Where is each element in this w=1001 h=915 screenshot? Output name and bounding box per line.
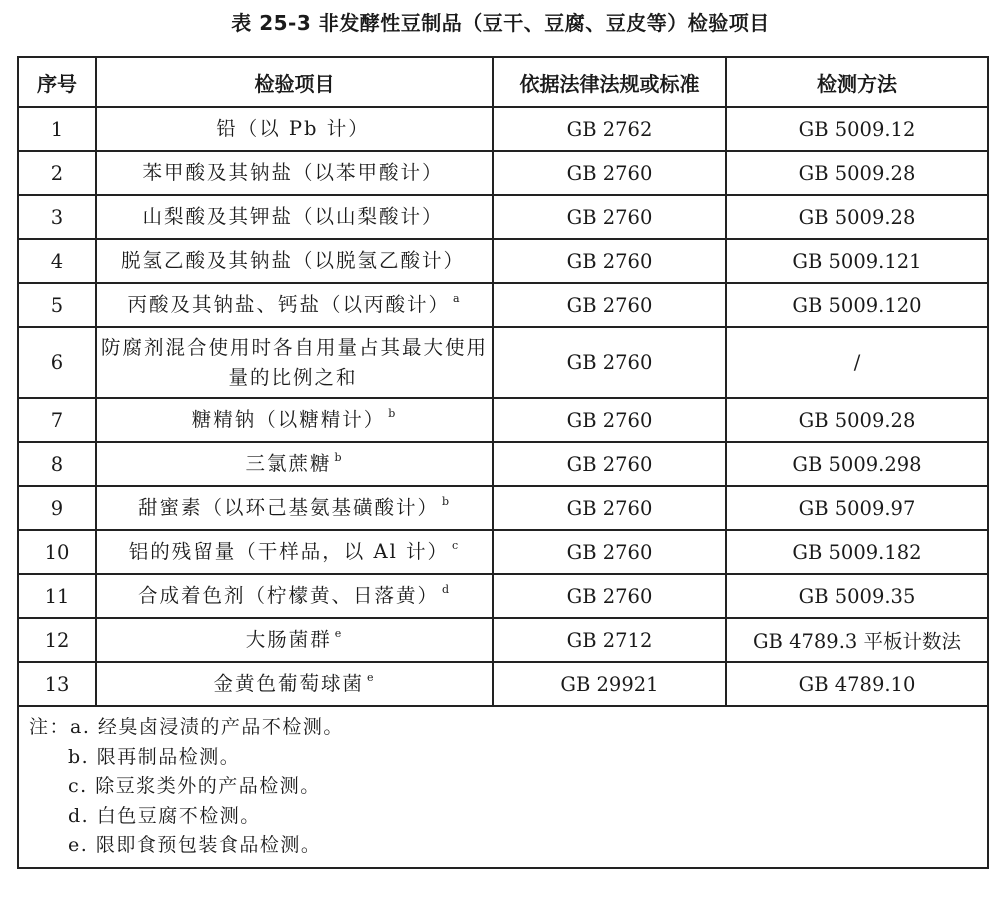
table-row: [18, 398, 988, 442]
row-item-text: 山梨酸及其钾盐（以山梨酸计）: [142, 205, 444, 228]
row-basis: GB 2762: [493, 107, 726, 151]
header-item: 检验项目: [96, 57, 493, 107]
row-item: [96, 239, 493, 283]
row-method: GB 5009.28: [726, 151, 988, 195]
row-basis: GB 2760: [493, 239, 726, 283]
row-no: 5: [18, 283, 96, 327]
table-row: [18, 486, 988, 530]
footnote-mark: e: [367, 671, 376, 684]
table-caption: 表 25-3 非发酵性豆制品（豆干、豆腐、豆皮等）检验项目: [231, 11, 770, 35]
footnote-mark: c: [452, 539, 461, 552]
row-basis: GB 2712: [493, 618, 726, 662]
table-row: [18, 107, 988, 151]
row-no: 7: [18, 398, 96, 442]
table-row: [18, 662, 988, 706]
row-item-text: 糖精钠（以糖精计）: [191, 408, 386, 431]
row-no: 4: [18, 239, 96, 283]
row-no: 8: [18, 442, 96, 486]
row-basis: GB 2760: [493, 442, 726, 486]
footnote-mark: b: [441, 495, 452, 508]
row-item: [96, 195, 493, 239]
row-item-text: 大肠菌群: [245, 628, 332, 651]
row-no: 3: [18, 195, 96, 239]
row-basis: GB 2760: [493, 195, 726, 239]
row-item: [96, 283, 493, 327]
table-row: [18, 195, 988, 239]
row-basis: GB 2760: [493, 574, 726, 618]
row-method: GB 5009.298: [726, 442, 988, 486]
row-basis: GB 2760: [493, 327, 726, 398]
table-row: [18, 574, 988, 618]
footnote-e: e. 限即食预包装食品检测。: [68, 834, 322, 856]
row-method: GB 4789.10: [726, 662, 988, 706]
row-basis: GB 2760: [493, 283, 726, 327]
row-no: 11: [18, 574, 96, 618]
table-row: [18, 327, 988, 398]
header-basis: 依据法律法规或标准: [493, 57, 726, 107]
footnote-mark: b: [334, 451, 344, 464]
notes-row: [18, 706, 988, 868]
row-item-text: 甜蜜素（以环己基氨基磺酸计）: [137, 496, 439, 519]
row-item: [96, 442, 493, 486]
row-no: 10: [18, 530, 96, 574]
table-row: [18, 239, 988, 283]
row-item-text: 铝的残留量（干样品，以 Al 计）: [128, 540, 450, 563]
row-item: [96, 662, 493, 706]
row-item: [96, 398, 493, 442]
table-row: [18, 151, 988, 195]
row-basis: GB 2760: [493, 151, 726, 195]
row-basis: GB 2760: [493, 398, 726, 442]
row-item-text: 三氯蔗糖: [245, 452, 332, 475]
inspection-items-table: [17, 56, 989, 869]
footnote-mark: b: [388, 407, 398, 420]
row-item-text: 防腐剂混合使用时各自用量占其最大使用量的比例之和: [101, 335, 489, 389]
row-basis: GB 2760: [493, 530, 726, 574]
row-item: [96, 107, 493, 151]
footnote-a: 注：a. 经臭卤浸渍的产品不检测。: [29, 716, 344, 738]
row-item: [96, 574, 493, 618]
row-no: 9: [18, 486, 96, 530]
footnote-b: b. 限再制品检测。: [68, 745, 241, 768]
row-method: GB 5009.28: [726, 398, 988, 442]
row-method: GB 5009.182: [726, 530, 988, 574]
row-method: /: [726, 327, 988, 398]
row-no: 6: [18, 327, 96, 398]
header-no: 序号: [18, 57, 96, 107]
row-item: [96, 327, 493, 398]
row-basis: GB 29921: [493, 662, 726, 706]
row-no: 13: [18, 662, 96, 706]
row-no: 12: [18, 618, 96, 662]
row-no: 1: [18, 107, 96, 151]
table-row: [18, 442, 988, 486]
footnotes-cell: [18, 706, 988, 868]
footnote-mark: e: [334, 627, 344, 640]
footnote-c: c. 除豆浆类外的产品检测。: [68, 775, 321, 797]
footnote-d: d. 白色豆腐不检测。: [68, 804, 261, 827]
row-method: GB 4789.3 平板计数法: [726, 618, 988, 662]
footnote-mark: a: [452, 292, 462, 305]
row-basis: GB 2760: [493, 486, 726, 530]
row-item: [96, 530, 493, 574]
row-item-text: 脱氢乙酸及其钠盐（以脱氢乙酸计）: [120, 249, 465, 272]
row-method: GB 5009.35: [726, 574, 988, 618]
table-row: [18, 530, 988, 574]
row-item: [96, 618, 493, 662]
table-header-row: [18, 57, 988, 107]
row-item-text: 丙酸及其钠盐、钙盐（以丙酸计）: [127, 293, 450, 316]
row-item-text: 金黄色葡萄球菌: [213, 672, 364, 695]
row-item-text: 合成着色剂（柠檬黄、日落黄）: [137, 584, 439, 607]
row-item-text: 苯甲酸及其钠盐（以苯甲酸计）: [142, 161, 444, 184]
header-method: 检测方法: [726, 57, 988, 107]
row-item: [96, 151, 493, 195]
table-row: [18, 618, 988, 662]
table-row: [18, 283, 988, 327]
row-method: GB 5009.12: [726, 107, 988, 151]
row-no: 2: [18, 151, 96, 195]
row-item: [96, 486, 493, 530]
footnote-mark: d: [441, 583, 452, 596]
row-method: GB 5009.28: [726, 195, 988, 239]
row-method: GB 5009.120: [726, 283, 988, 327]
row-item-text: 铅（以 Pb 计）: [216, 117, 370, 140]
row-method: GB 5009.97: [726, 486, 988, 530]
row-method: GB 5009.121: [726, 239, 988, 283]
